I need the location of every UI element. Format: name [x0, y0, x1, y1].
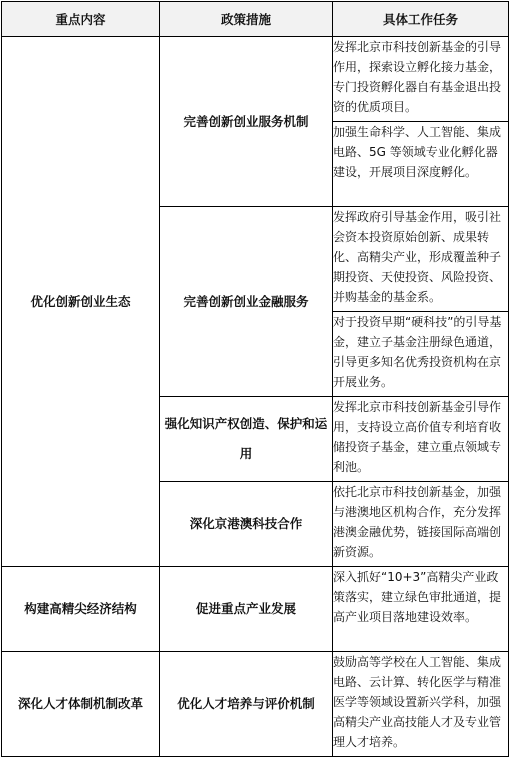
header-focus: 重点内容: [2, 2, 160, 37]
measure-cell: 优化人才培养与评价机制: [160, 652, 333, 757]
measure-cell: 促进重点产业发展: [160, 567, 333, 652]
header-row: [2, 2, 509, 37]
task-cell: 对于投资早期“硬科技”的引导基金，建立子基金注册绿色通道，引导更多知名优秀投资机构在京开展业务。: [333, 312, 509, 397]
task-cell: 加强生命科学、人工智能、集成电路、5G 等领域专业化孵化器建设，开展项目深度孵化。: [333, 122, 509, 207]
task-cell: 鼓励高等学校在人工智能、集成电路、云计算、转化医学与精准医学等领域设置新兴学科，加强高精尖产业高技能人才及专业管理人才培养。: [333, 652, 509, 757]
table-row: [2, 37, 509, 122]
header-measures: 政策措施: [160, 2, 333, 37]
table-row: [2, 652, 509, 757]
measure-cell: 完善创新创业服务机制: [160, 37, 333, 207]
focus-cell: 优化创新创业生态: [2, 37, 160, 567]
task-cell: 依托北京市科技创新基金，加强与港澳地区机构合作，充分发挥港澳金融优势，链接国际高端创新资源。: [333, 482, 509, 567]
measure-cell: 强化知识产权创造、保护和运用: [160, 397, 333, 482]
policy-table: [1, 1, 509, 757]
measure-cell: 深化京港澳科技合作: [160, 482, 333, 567]
focus-cell: 构建高精尖经济结构: [2, 567, 160, 652]
focus-cell: 深化人才体制机制改革: [2, 652, 160, 757]
table-row: [2, 567, 509, 652]
task-cell: 深入抓好“10+3”高精尖产业政策落实，建立绿色审批通道，提高产业项目落地建设效率。: [333, 567, 509, 652]
task-cell: 发挥北京市科技创新基金的引导作用，探索设立孵化接力基金，专门投资孵化器自有基金退出投资的优质项目。: [333, 37, 509, 122]
header-tasks: 具体工作任务: [333, 2, 509, 37]
task-cell: 发挥政府引导基金作用，吸引社会资本投资原始创新、成果转化、高精尖产业，形成覆盖种子期投资、天使投资、风险投资、并购基金的基金系。: [333, 207, 509, 312]
task-cell: 发挥北京市科技创新基金引导作用，支持设立高价值专利培育收储投资子基金，建立重点领域专利池。: [333, 397, 509, 482]
measure-cell: 完善创新创业金融服务: [160, 207, 333, 397]
